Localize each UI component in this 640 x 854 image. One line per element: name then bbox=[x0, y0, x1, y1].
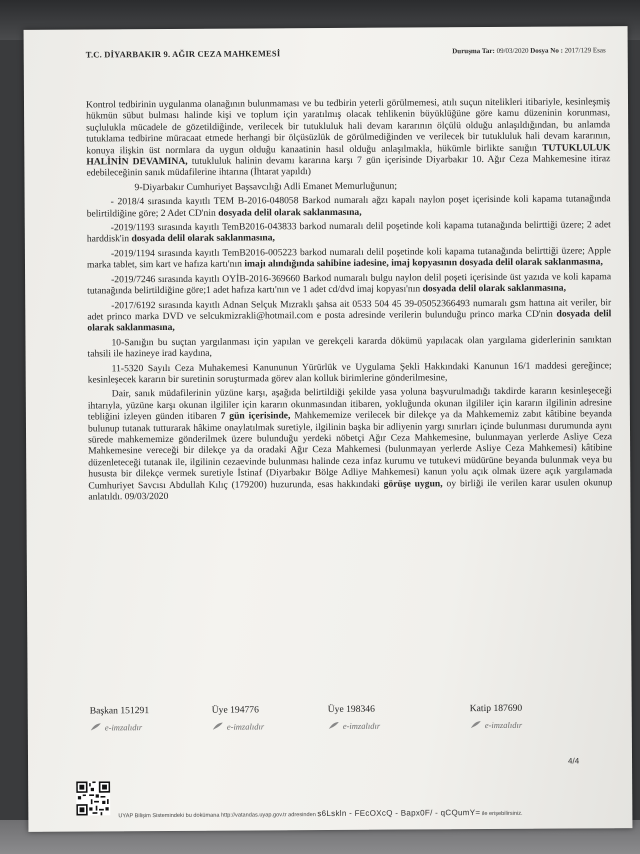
paragraph-evidence-5 bbox=[87, 297, 611, 334]
e-signature-stamp bbox=[328, 720, 438, 731]
paragraph-evidence-intro: 9-Diyarbakır Cumhuriyet Başsavcılığı Adli Emanet Memurluğunun; bbox=[134, 180, 398, 194]
quill-icon bbox=[90, 722, 102, 731]
date-label: Duruşma Tar: bbox=[452, 46, 495, 56]
bold-run: dosyada delil olarak saklanmasına, bbox=[218, 206, 362, 219]
date-value: 09/03/2020 bbox=[496, 46, 529, 55]
file-suffix: Esas bbox=[592, 46, 606, 55]
stamp-text: e-imzalıdır bbox=[342, 720, 381, 731]
text-run: - 2018/4 sırasında kayıtlı TEM B-2016-048058 Barkod numaralı ağzı kapalı naylon poşet içerisinde koli kapama tutanağında belirtildiğine göre; 2 Adet CD'nin bbox=[86, 193, 611, 220]
quill-icon bbox=[328, 721, 340, 730]
bold-run: görüşe uygun, bbox=[383, 477, 443, 490]
signature-title: Üye 194776 bbox=[211, 704, 259, 716]
document-page bbox=[24, 26, 633, 832]
document-header bbox=[86, 46, 606, 63]
stamp-text: e-imzalıdır bbox=[104, 722, 143, 733]
paragraph-appeal bbox=[88, 386, 613, 503]
paragraph-notification: 11-5320 Sayılı Ceza Muhakemesi Kanununun Yürürlük ve Uygulama Şekli Hakkındaki Kanunun 16/1 maddesi gereğince; kesinleşecek kararın bir suretinin soruşturmada görev alan kolluk birimlerine gönderilmesine, bbox=[87, 359, 612, 386]
paragraph-evidence-3 bbox=[87, 245, 611, 271]
bold-run: TUTUKLULUK HALİNİN DEVAMINA, bbox=[86, 141, 611, 168]
footer-verification bbox=[118, 807, 598, 819]
signature-title: Üye 198346 bbox=[327, 703, 375, 716]
stamp-text: e-imzalıdır bbox=[226, 721, 265, 732]
file-label: Dosya No : bbox=[530, 46, 563, 55]
text-run: Dair, sanık müdafilerinin yüzüne karşı, aşağıda belirtildiği şekilde yasa yoluna başvurulmadığı takdirde kararın kesinleşeceği ihtarıyla, yüzüne karşı okunan ilgililer için kararın okunmasından itibaren, yokluğunda okunan ilgililer için kararın ilgilinin adresine tebliğini izleyen günden itibaren bbox=[87, 385, 612, 423]
paragraph-evidence-4 bbox=[87, 271, 611, 297]
verification-code: s6Lskln - FEcOXcQ - Bapx0F/ - qCQumY= bbox=[317, 808, 481, 819]
quill-icon bbox=[212, 722, 224, 731]
paragraph-evidence-1 bbox=[87, 194, 611, 220]
text-run: -2017/6192 sırasında kayıtlı Adnan Selçuk Mızraklı şahsa ait 0533 504 45 39-05052366493 numaralı gsm hattına ait veriler, bir adet princo marka DVD ve selcukmizrakli@hotmail.com e posta adresinde verilerin bulunduğu princo marka CD'nin bbox=[87, 296, 612, 323]
signature-president bbox=[90, 705, 200, 733]
paragraph-detention bbox=[86, 96, 610, 179]
signature-row bbox=[90, 702, 600, 745]
signature-clerk bbox=[470, 702, 580, 730]
paragraph-costs: 10-Sanığın bu suçtan yargılanması için yapılan ve gerekçeli kararda dökümü yapılacak olan yargılama giderlerinin sanıktan tahsili ile hazineye irad kaydına, bbox=[87, 333, 612, 360]
file-value: 2017/129 bbox=[564, 46, 592, 55]
text-run: oy birliği ile verilen karar usulen okunup anlatıldı. 09/03/2020 bbox=[88, 476, 613, 503]
bold-run: dosyada delil olarak saklanmasına, bbox=[422, 282, 567, 295]
signature-title: Başkan 151291 bbox=[89, 705, 150, 717]
signature-title: Katip 187690 bbox=[469, 702, 523, 715]
page-number: 4/4 bbox=[568, 756, 580, 766]
bold-run: 7 gün içerisinde, bbox=[220, 410, 291, 422]
court-name: T.C. DİYARBAKIR 9. AĞIR CEZA MAHKEMESİ bbox=[85, 48, 281, 60]
signature-member-1 bbox=[212, 704, 322, 732]
text-run: -2019/7246 sırasında kayıtlı OYİB-2016-369660 Barkod numaralı bulgu naylon delil poşeti içerisinde üst yazıda ve koli kapama tutanağında belirtildiğine göre;1 adet hafıza kartı'nın ve 1 adet cd/dvd imaj kopyası'nın bbox=[87, 270, 612, 297]
hearing-meta bbox=[452, 46, 605, 55]
bold-run: dosyada delil olarak saklanmasına, bbox=[87, 308, 612, 334]
text-run: -2019/1194 sırasında kayıtlı TemB2016-005223 barkod numaralı delil poşetinde koli kapama tutanağında belirttiği üzere; Apple marka tablet, sim kart ve hafıza kartı'nın bbox=[86, 245, 611, 271]
text-run: Mahkememize verilecek bir dilekçe ya da Mahkememiz zabıt kâtibine beyanda bulunup tutanak tutturarak hâkime onaylatılmak suretiyle, ilgilinin başka bir adliyenin yargı sınırları içinde bulunması durumunda aynı sürede mahkememize gönderilmek üzere bulunduğu yerdeki nöbetçi Ağır Ceza Mahkemesine, bulunmayan yerlerde Asliye Ceza Mahkemesine vereceği bir dilekçe ya da oradaki Ağır Ceza Mahkemesi (bulunmayan yerlerde Asliye Ceza Mahkemesi) kâtibine düzenleteceği tutanak ile, ilgilinin cezaevinde bulunması halinde ceza infaz kurumu ve tutukevi müdürüne beyanda bulunmak veya bu hususta bir dilekçe vermek suretiyle İstinaf (Diyarbakır Bölge Adliye Mahkemesi) kanun yolu açık olmak üzere açık yargılamada Cumhuriyet Savcısı Abdullah Kılıç (179200) huzurunda, esas hakkındaki bbox=[87, 408, 613, 492]
bold-run: dosyada delil olarak saklanmasına, bbox=[131, 232, 275, 245]
footer-suffix: ile erişebilirsiniz. bbox=[481, 810, 523, 818]
decision-body bbox=[86, 96, 612, 506]
text-run: tutukluluk halinin devamı kararına karşı 7 gün içerisinde Diyarbakır 10. Ağır Ceza Mahkemesine itiraz edebileceğinin sanık müdafilerine ihtarına (İhtarat yapıldı) bbox=[86, 153, 611, 179]
quill-icon bbox=[470, 720, 482, 729]
qr-code-icon bbox=[76, 781, 110, 815]
bold-run: imajı alındığında sahibine iadesine, imaj kopyasının dosyada delil olarak saklanmasına, bbox=[244, 256, 603, 270]
e-signature-stamp bbox=[90, 722, 200, 733]
signature-member-2 bbox=[328, 703, 438, 731]
e-signature-stamp bbox=[212, 721, 322, 732]
text-run: Kontrol tedbirinin uygulanma olanağının bulunmaması ve bu tedbirin yeterli görülmemesi, atılı suçun nitelikleri itibariyle, kesinleşmiş hükmün sübut bulması halinde kişi ve toplum için yaratılmış olacak tehlikenin büyüklüğüne göre kamu düzeninin korunması, suçlulukla mücadele de gözetildiğinde, verilecek bir tutukluluk hali devam kararının ölçülü olduğu anlaşıldığından, bu anlamda tutuklama tedbirine müracaat etmede herhangi bir ölçüsüzlük de görülmediğinden ve verilecek bir tutukluluk hali devam kararının, konuya ilişkin üst normlara da uygun olduğu kanaatinin hasıl olduğu anlaşılmakla, hükümle birlikte sanığın bbox=[85, 96, 611, 157]
e-signature-stamp bbox=[470, 719, 580, 730]
paragraph-evidence-2 bbox=[87, 219, 611, 245]
text-run: -2019/1193 sırasında kayıtlı TemB2016-043833 barkod numaralı delil poşetinde koli kapama tutanağında belirttiği üzere; 2 adet harddisk'in bbox=[86, 219, 611, 245]
stamp-text: e-imzalıdır bbox=[484, 719, 523, 731]
footer-text: UYAP Bilişim Sistemindeki bu dokümana http://vatandas.uyap.gov.tr adresinden bbox=[118, 812, 316, 820]
